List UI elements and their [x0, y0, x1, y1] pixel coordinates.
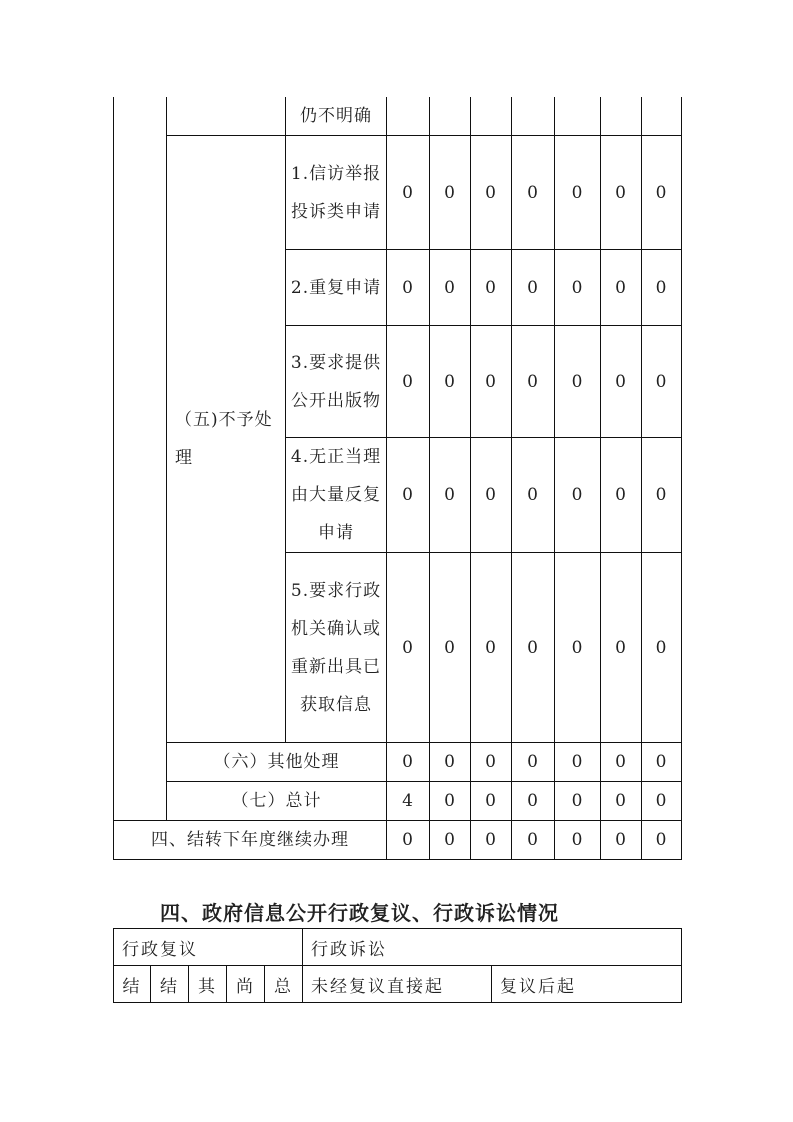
section-heading: 四、政府信息公开行政复议、行政诉讼情况	[160, 901, 559, 925]
value-cell: 0	[642, 326, 682, 438]
value-cell: 0	[512, 438, 555, 553]
value-cell: 0	[555, 326, 601, 438]
row-label: （六）其他处理	[167, 743, 387, 782]
value-cell: 0	[430, 553, 471, 743]
value-cell: 0	[642, 553, 682, 743]
value-cell: 0	[555, 553, 601, 743]
group-label: （五)不予处理	[167, 136, 286, 743]
value-cell: 0	[387, 743, 430, 782]
column-header: 结	[151, 966, 189, 1003]
value-cell: 0	[512, 821, 555, 860]
value-cell: 0	[512, 326, 555, 438]
review-litigation-table	[113, 928, 682, 1003]
value-cell: 0	[430, 743, 471, 782]
row-label: 四、结转下年度继续办理	[114, 821, 387, 860]
value-cell: 0	[555, 136, 601, 250]
value-cell: 0	[555, 782, 601, 821]
value-cell: 0	[430, 782, 471, 821]
column-header: 尚	[227, 966, 265, 1003]
review-header: 行政复议	[114, 929, 303, 966]
column-header: 复议后起	[492, 966, 682, 1003]
value-cell: 0	[387, 136, 430, 250]
table-row	[114, 97, 682, 136]
value-cell: 0	[387, 326, 430, 438]
row-label: 5.要求行政机关确认或重新出具已获取信息	[286, 553, 387, 743]
value-cell: 0	[471, 438, 512, 553]
row-label: 1.信访举报投诉类申请	[286, 136, 387, 250]
column-header: 未经复议直接起	[303, 966, 492, 1003]
value-cell: 0	[471, 743, 512, 782]
value-cell: 0	[512, 782, 555, 821]
value-cell: 0	[601, 250, 642, 326]
value-cell: 0	[430, 326, 471, 438]
value-cell: 0	[387, 438, 430, 553]
row-label: 3.要求提供公开出版物	[286, 326, 387, 438]
value-cell: 0	[512, 250, 555, 326]
value-cell: 0	[601, 743, 642, 782]
value-cell: 0	[471, 136, 512, 250]
value-cell: 0	[555, 438, 601, 553]
value-cell: 0	[387, 821, 430, 860]
value-cell: 0	[430, 438, 471, 553]
row-label: 仍不明确	[286, 97, 387, 136]
table-row	[114, 743, 682, 782]
value-cell: 0	[512, 136, 555, 250]
value-cell: 0	[387, 250, 430, 326]
value-cell: 0	[642, 438, 682, 553]
statistics-table	[113, 97, 682, 860]
column-header: 其	[189, 966, 227, 1003]
value-cell: 0	[555, 821, 601, 860]
value-cell: 0	[642, 250, 682, 326]
value-cell: 0	[601, 438, 642, 553]
row-label: 2.重复申请	[286, 250, 387, 326]
value-cell: 0	[471, 326, 512, 438]
table-row	[114, 136, 682, 250]
value-cell: 0	[601, 136, 642, 250]
value-cell: 0	[430, 821, 471, 860]
value-cell: 0	[642, 821, 682, 860]
value-cell: 0	[471, 250, 512, 326]
value-cell: 0	[430, 136, 471, 250]
value-cell: 0	[601, 326, 642, 438]
value-cell: 0	[555, 250, 601, 326]
table-row	[114, 966, 682, 1003]
litigation-header: 行政诉讼	[303, 929, 682, 966]
value-cell: 0	[642, 743, 682, 782]
value-cell: 0	[387, 553, 430, 743]
value-cell: 0	[512, 553, 555, 743]
value-cell: 0	[642, 782, 682, 821]
value-cell: 0	[512, 743, 555, 782]
blank-cell	[167, 97, 286, 136]
value-cell: 0	[471, 782, 512, 821]
column-header: 结	[114, 966, 151, 1003]
outer-left-cell	[114, 97, 167, 821]
table-row	[114, 929, 682, 966]
column-header: 总	[265, 966, 303, 1003]
table-row	[114, 821, 682, 860]
value-cell: 0	[471, 821, 512, 860]
value-cell: 0	[430, 250, 471, 326]
value-cell: 0	[471, 553, 512, 743]
value-cell: 0	[642, 136, 682, 250]
table-row	[114, 782, 682, 821]
value-cell: 4	[387, 782, 430, 821]
row-label: （七）总计	[167, 782, 387, 821]
value-cell: 0	[601, 782, 642, 821]
value-cell: 0	[601, 821, 642, 860]
value-cell: 0	[555, 743, 601, 782]
row-label: 4.无正当理由大量反复申请	[286, 438, 387, 553]
value-cell: 0	[601, 553, 642, 743]
